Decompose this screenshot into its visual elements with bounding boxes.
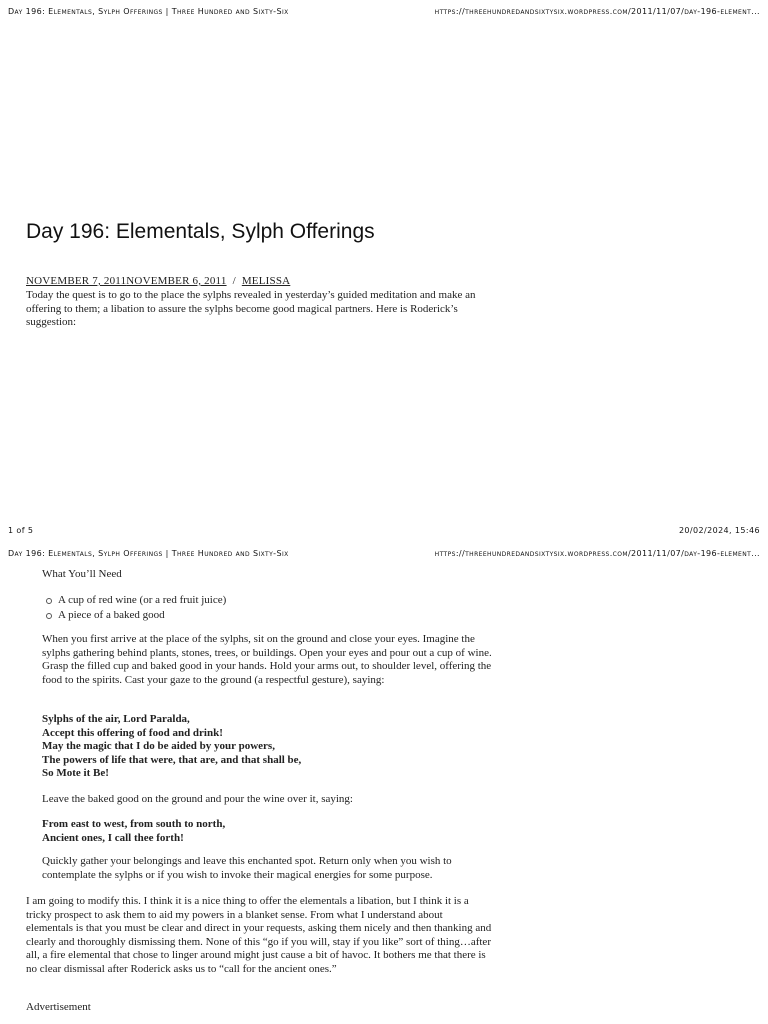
author-commentary: I am going to modify this. I think it is a nice thing to offer the elementals a libation, but I think it is a tricky prospect to ask them to aid my powers in a blanket sense. From what I understand about elementals is that you must be clear and direct in your requests, asking them nicely and then thanking and clearly and thoroughly dismissing them. None of this “go if you will, stay if you like” sort of thing…after all, a fire elemental that chose to linger around might just cause a bit of havoc. It bothers me that there is no clear dismissal after Roderick asks us to “call for the ancient ones.”: [26, 895, 492, 975]
list-item: [42, 608, 226, 623]
chant-line: From east to west, from south to north,: [42, 818, 226, 830]
print-header: [8, 7, 760, 16]
list-item: [42, 593, 226, 608]
advertisement-label: Advertisement: [26, 1001, 91, 1013]
chant-line: May the magic that I do be aided by your powers,: [42, 740, 275, 752]
print-page-number: 1 of 5: [8, 526, 34, 535]
hollow-bullet-icon: [46, 613, 52, 619]
print-timestamp: 20/02/2024, 15:46: [678, 526, 760, 535]
chant-line: Ancient ones, I call thee forth!: [42, 831, 184, 844]
what-you-need-heading: What You’ll Need: [42, 568, 122, 580]
instructions-paragraph: When you first arrive at the place of the sylphs, sit on the ground and close your eyes. Imagine the sylphs gathering behind plants, stones, trees, or buildings. Open your eyes and pour out a cup of wine. Grasp the filled cup and baked good in your hands. Hold your arms out, to shoulder level, offering the food to the spirits. Cast your gaze to the ground (a respectful gesture), saying:: [42, 633, 492, 686]
needs-list: [42, 593, 226, 623]
post-updated-date: NOVEMBER 6, 2011: [126, 275, 227, 287]
print-url: https://threehundredandsixtysix.wordpress.com/2011/11/07/day-196-element...: [434, 549, 760, 558]
post-author-link[interactable]: MELISSA: [241, 275, 291, 287]
post-title: Day 196: Elementals, Sylph Offerings: [26, 220, 375, 243]
chant-line: The powers of life that were, that are, and that shall be,: [42, 753, 302, 766]
chant-line: Accept this offering of food and drink!: [42, 726, 223, 739]
print-page-title: Day 196: Elementals, Sylph Offerings | Three Hundred and Sixty-Six: [8, 549, 289, 558]
meta-separator: /: [232, 275, 236, 287]
chant-line: Sylphs of the air, Lord Paralda,: [42, 713, 190, 725]
need-item-text: A cup of red wine (or a red fruit juice): [58, 594, 227, 606]
gather-paragraph: Quickly gather your belongings and leave this enchanted spot. Return only when you wish to contemplate the sylphs or if you wish to invoke their magical energies for some purpose.: [42, 855, 452, 881]
print-footer: [8, 526, 760, 535]
print-page-title: Day 196: Elementals, Sylph Offerings | Three Hundred and Sixty-Six: [8, 7, 289, 16]
hollow-bullet-icon: [46, 598, 52, 604]
leave-paragraph: Leave the baked good on the ground and pour the wine over it, saying:: [42, 793, 353, 805]
chant-line: So Mote it Be!: [42, 767, 109, 779]
post-meta: [26, 275, 290, 287]
print-header-page-2: [8, 549, 760, 558]
print-url: https://threehundredandsixtysix.wordpress.com/2011/11/07/day-196-element...: [434, 7, 760, 16]
summoning-chant: [42, 818, 492, 845]
post-intro: Today the quest is to go to the place the sylphs revealed in yesterday’s guided meditation and make an offering to them; a libation to assure the sylphs become good magical partners. Here is Roderick’s suggestion:: [26, 289, 476, 328]
post-published-date: NOVEMBER 7, 2011: [26, 275, 127, 287]
need-item-text: A piece of a baked good: [58, 609, 165, 621]
post-date-link[interactable]: [26, 275, 227, 287]
offering-chant: [42, 713, 492, 781]
